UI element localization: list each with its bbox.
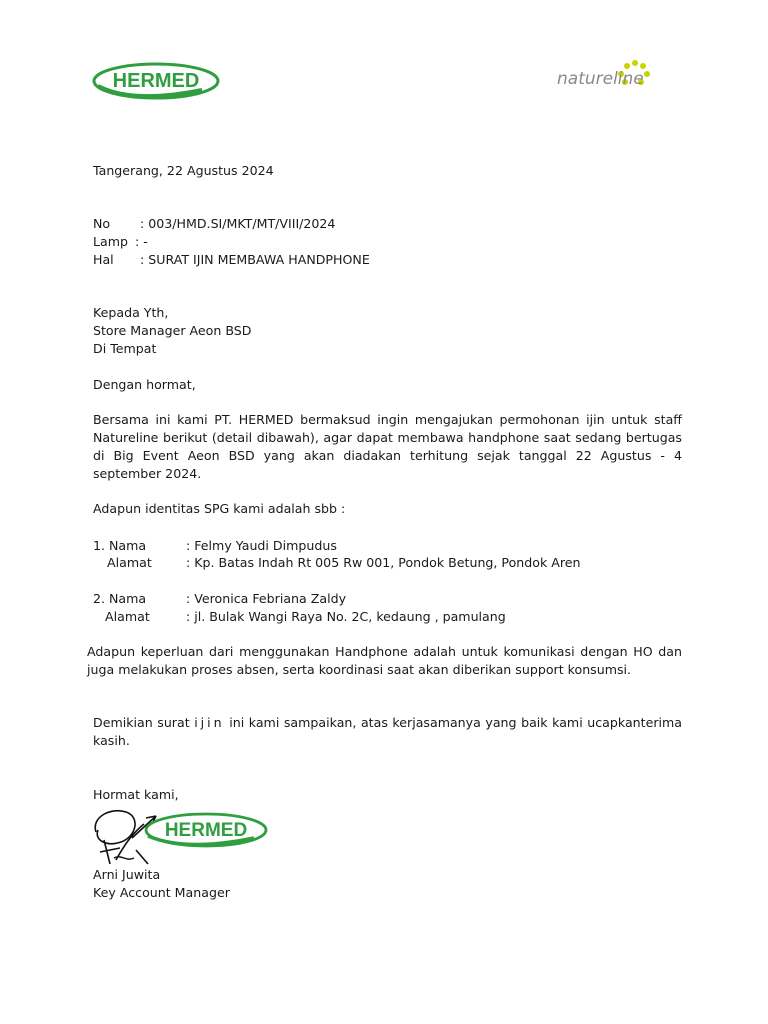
staff-alamat-label: Alamat: [105, 609, 150, 624]
signer-name: Arni Juwita: [93, 867, 161, 882]
regards: Hormat kami,: [93, 787, 179, 802]
staff-number: 1.: [93, 538, 106, 553]
stamp-text: HERMED: [164, 820, 248, 841]
staff-nama-label: Nama: [109, 591, 147, 606]
staff-alamat-value: : jl. Bulak Wangi Raya No. 2C, kedaung , pamulang: [186, 609, 506, 624]
closing-text: ini kami sampaikan, atas kerjasamanya yang baik kami ucapkanterima kasih.: [93, 715, 682, 748]
meta-hal-value: : SURAT IJIN MEMBAWA HANDPHONE: [140, 252, 370, 267]
recipient-line: Di Tempat: [93, 341, 157, 356]
staff-nama-value: : Felmy Yaudi Dimpudus: [186, 538, 337, 553]
recipient-line: Kepada Yth,: [93, 305, 169, 320]
signer-title: Key Account Manager: [93, 885, 230, 900]
closing-text: Demikian surat: [93, 715, 195, 730]
staff-nama-label: Nama: [109, 538, 147, 553]
natureline-logo-text: natureline: [557, 69, 644, 89]
staff-number: 2.: [93, 591, 106, 606]
meta-lamp-label: Lamp: [93, 234, 128, 249]
meta-hal-label: Hal: [93, 252, 114, 267]
closing-paragraph: [93, 714, 682, 750]
staff-nama-value: : Veronica Febriana Zaldy: [186, 591, 347, 606]
closing-ijin: ijin: [194, 715, 225, 730]
greeting: Dengan hormat,: [93, 377, 196, 392]
body-paragraph-2: Adapun keperluan dari menggunakan Handphone adalah untuk komunikasi dengan HO dan juga melakukan proses absen, serta koordinasi saat akan diberikan support konsumsi.: [87, 644, 682, 677]
staff-alamat-value: : Kp. Batas Indah Rt 005 Rw 001, Pondok Betung, Pondok Aren: [186, 555, 581, 570]
identity-intro: Adapun identitas SPG kami adalah sbb :: [93, 501, 346, 516]
hermed-logo: [92, 60, 222, 105]
body-paragraph-1: Bersama ini kami PT. HERMED bermaksud ingin mengajukan permohonan ijin untuk staff Natureline berikut (detail dibawah), agar dapat membawa handphone saat sedang bertugas di Big Event Aeon BSD yang akan diadakan terhitung sejak tanggal 22 Agustus - 4 september 2024.: [93, 412, 682, 481]
place-date: Tangerang, 22 Agustus 2024: [93, 163, 274, 178]
hermed-logo-text: HERMED: [112, 70, 200, 92]
recipient-line: Store Manager Aeon BSD: [93, 323, 252, 338]
meta-lamp-value: : -: [135, 234, 148, 249]
natureline-logo: [555, 58, 673, 101]
staff-alamat-label: Alamat: [107, 555, 152, 570]
meta-no-label: No: [93, 216, 111, 231]
meta-no-value: : 003/HMD.SI/MKT/MT/VIII/2024: [140, 216, 336, 231]
